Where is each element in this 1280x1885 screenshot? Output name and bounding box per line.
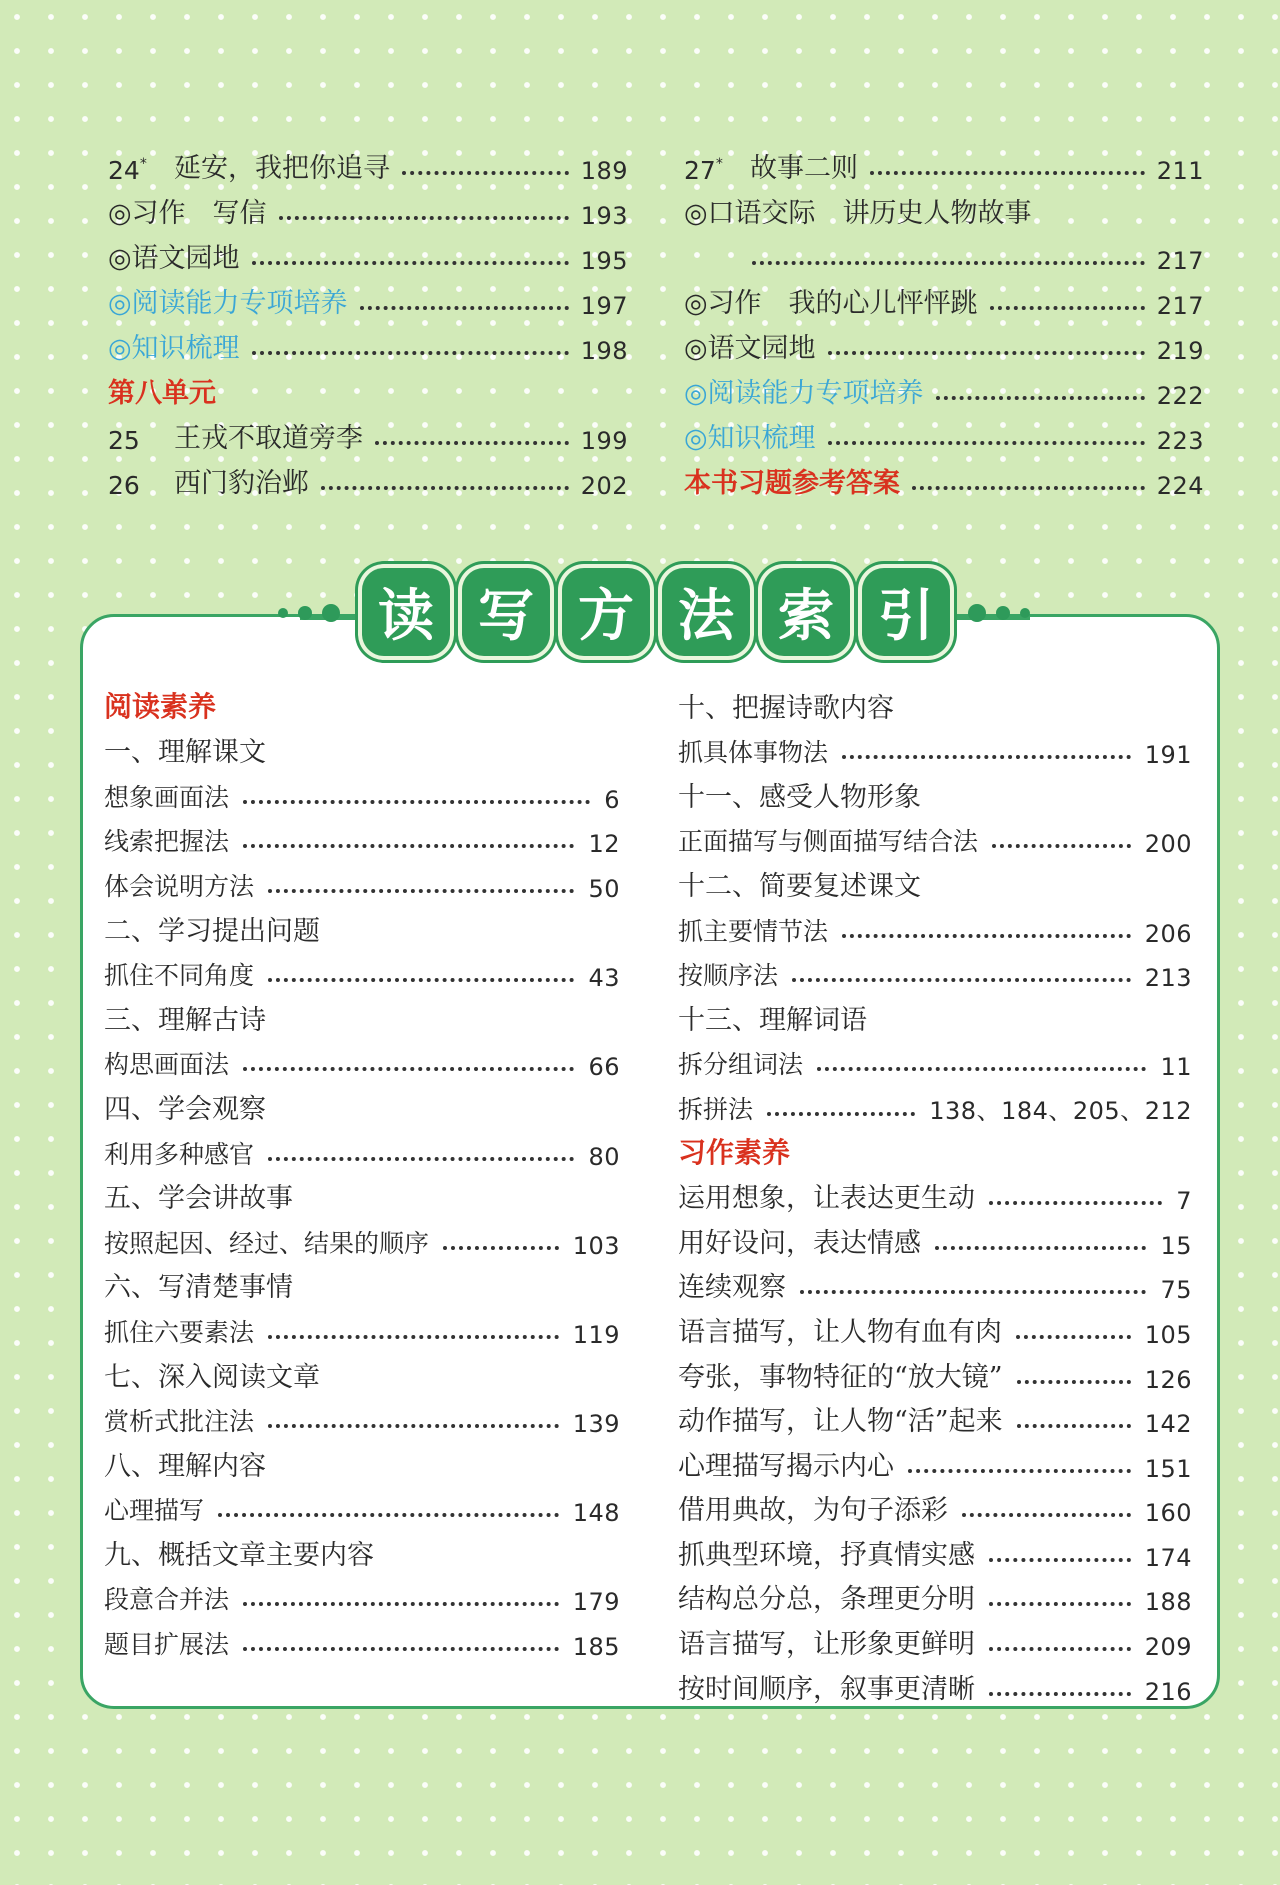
entry-title: 心理描写揭示内心: [678, 1450, 894, 1482]
toc-entry: [108, 185, 628, 230]
entry-title: 拆分组词法: [678, 1050, 804, 1080]
index-entry: [678, 1215, 1192, 1260]
topic-heading: [104, 1260, 620, 1305]
topic-heading: [104, 1438, 620, 1483]
entry-title: 动作描写，让人物“活”起来: [678, 1406, 1003, 1438]
topic-heading: [678, 769, 1192, 814]
entry-title: ◎阅读能力专项培养: [684, 378, 924, 409]
entry-title: 运用想象，让表达更生动: [678, 1183, 975, 1215]
entry-title: 七、深入阅读文章: [104, 1361, 320, 1393]
index-entry: [678, 1438, 1192, 1483]
page-number: 15: [1160, 1231, 1192, 1260]
dot-leader: [1017, 1424, 1131, 1428]
index-banner: [362, 568, 950, 656]
page-number: 185: [572, 1633, 620, 1662]
toc-entry: [108, 230, 628, 275]
dot-leader: [989, 1201, 1162, 1205]
lesson-number: 26: [108, 471, 140, 500]
banner-char: 引: [862, 568, 950, 656]
entry-title: 抓住不同角度: [104, 961, 255, 991]
entry-title: ◎习作 写信: [108, 198, 267, 229]
entry-title: ◎语文园地: [684, 333, 816, 364]
index-entry: [104, 1126, 620, 1171]
dot: [1020, 608, 1030, 618]
dot-leader: [935, 1246, 1146, 1250]
page-number: 142: [1144, 1410, 1192, 1439]
dot-leader: [243, 1602, 559, 1606]
index-entry: [104, 1616, 620, 1661]
lesson-number: 24*: [108, 156, 147, 185]
dot-leader: [279, 216, 569, 220]
entry-title: 连续观察: [678, 1272, 786, 1304]
page-number: 199: [580, 427, 628, 455]
page-number: 189: [580, 157, 628, 185]
page-number: 148: [572, 1499, 620, 1528]
topic-heading: [104, 1171, 620, 1216]
topic-heading: [678, 858, 1192, 903]
dot-leader: [842, 755, 1131, 759]
page-number: 105: [1144, 1320, 1192, 1349]
entry-title: 三、理解古诗: [104, 1004, 266, 1036]
entry-title: 五、学会讲故事: [104, 1183, 293, 1215]
page-number: 217: [1156, 247, 1204, 275]
section-heading: 习作素养: [678, 1135, 791, 1169]
dot-leader: [243, 1647, 559, 1651]
dot-leader: [989, 1647, 1131, 1651]
toc-entry: [684, 410, 1204, 455]
toc-entry: [684, 230, 1204, 275]
lesson-number: 25: [108, 426, 140, 455]
star-mark: *: [139, 156, 147, 172]
entry-title: ◎阅读能力专项培养: [108, 288, 348, 319]
page-number: 103: [572, 1231, 620, 1260]
topic-heading: [104, 725, 620, 770]
entry-title: 心理描写: [104, 1496, 205, 1526]
dot-leader: [870, 171, 1145, 175]
entry-title: 抓具体事物法: [678, 738, 829, 768]
toc-entry: [684, 140, 1204, 185]
dot-leader: [402, 171, 569, 175]
topic-heading: [678, 992, 1192, 1037]
page-number: 179: [572, 1588, 620, 1617]
page-number: 174: [1144, 1543, 1192, 1572]
banner-char: 索: [762, 568, 850, 656]
toc-entry: [108, 455, 628, 500]
toc-entry: [684, 185, 1204, 230]
entry-title: 构思画面法: [104, 1050, 230, 1080]
index-entry: [678, 1171, 1192, 1216]
entry-title: 十三、理解词语: [678, 1004, 867, 1036]
dot-leader: [1016, 1335, 1131, 1339]
entry-title: 利用多种感官: [104, 1139, 255, 1169]
page-number: 200: [1144, 830, 1192, 859]
entry-title: 语言描写，让人物有血有肉: [678, 1316, 1002, 1348]
entry-title: 赏析式批注法: [104, 1407, 255, 1437]
page-number: 197: [580, 292, 628, 320]
entry-title: 按时间顺序，叙事更清晰: [678, 1673, 975, 1705]
index-entry: [104, 769, 620, 814]
entry-title: 十二、简要复述课文: [678, 870, 921, 902]
index-left-column: [104, 680, 620, 1661]
dot: [968, 604, 986, 622]
index-entry: [678, 1260, 1192, 1305]
entry-title: 一、理解课文: [104, 737, 266, 769]
dot-leader: [842, 934, 1131, 938]
entry-title: 语言描写，让形象更鲜明: [678, 1629, 975, 1661]
index-entry: [678, 1037, 1192, 1082]
dot-leader: [767, 1112, 915, 1116]
dot-leader: [989, 1692, 1131, 1696]
page-number: 119: [572, 1320, 620, 1349]
entry-title: 六、写清楚事情: [104, 1272, 293, 1304]
entry-title: 夸张，事物特征的“放大镜”: [678, 1361, 1003, 1393]
lesson-number: 27*: [684, 156, 723, 185]
dot-leader: [218, 1513, 559, 1517]
dot-leader: [360, 306, 569, 310]
entry-title: 借用典故，为句子添彩: [678, 1495, 948, 1527]
index-entry: [104, 1215, 620, 1260]
page-number: 195: [580, 247, 628, 275]
index-entry: [104, 1572, 620, 1617]
banner-char: 法: [662, 568, 750, 656]
index-right-column: [678, 680, 1192, 1706]
page-number: 222: [1156, 382, 1204, 410]
entry-title: ◎知识梳理: [684, 423, 816, 454]
entry-title: 按顺序法: [678, 961, 779, 991]
toc-entry: [684, 365, 1204, 410]
index-entry: [678, 1394, 1192, 1439]
topic-heading: [104, 903, 620, 948]
dot-leader: [828, 351, 1145, 355]
topic-heading: [104, 1081, 620, 1126]
index-entry: [678, 1304, 1192, 1349]
page-number: 160: [1144, 1499, 1192, 1528]
entry-title: 想象画面法: [104, 782, 230, 812]
dot-leader: [989, 1558, 1131, 1562]
page-number: 126: [1144, 1365, 1192, 1394]
entry-title: ◎语文园地: [108, 243, 240, 274]
entry-title: 西门豹治邺: [174, 468, 309, 499]
dot-leader: [800, 1290, 1146, 1294]
dot: [322, 604, 340, 622]
dot-leader: [908, 1469, 1131, 1473]
entry-title: 拆拼法: [678, 1094, 754, 1124]
toc-entry: [108, 275, 628, 320]
entry-title: 题目扩展法: [104, 1630, 230, 1660]
page-number: 211: [1156, 157, 1204, 185]
index-entry: [104, 1394, 620, 1439]
page-number: 43: [588, 964, 620, 993]
page-number: 219: [1156, 337, 1204, 365]
dot-leader: [792, 978, 1131, 982]
page-number: 198: [580, 337, 628, 365]
dot-leader: [828, 441, 1145, 445]
entry-title: 抓典型环境，抒真情实感: [678, 1539, 975, 1571]
index-entry: [678, 948, 1192, 993]
index-entry: [678, 1081, 1192, 1126]
dot-leader: [243, 800, 590, 804]
page-number: 50: [588, 874, 620, 903]
page-number: 223: [1156, 427, 1204, 455]
entry-title: 本书习题参考答案: [684, 468, 900, 499]
index-entry: [104, 948, 620, 993]
page-number: 206: [1144, 919, 1192, 948]
entry-title: 二、学习提出问题: [104, 915, 320, 947]
entry-title: ◎知识梳理: [108, 333, 240, 364]
dot: [298, 606, 312, 620]
page-number: 217: [1156, 292, 1204, 320]
dot-leader: [243, 844, 574, 848]
index-entry: [104, 814, 620, 859]
toc-entry: [108, 140, 628, 185]
dot-leader: [752, 261, 1145, 265]
dot-leader: [817, 1067, 1146, 1071]
entry-title: 四、学会观察: [104, 1093, 266, 1125]
dot-leader: [252, 261, 569, 265]
page-number: 139: [572, 1410, 620, 1439]
page-number: 66: [588, 1053, 620, 1082]
topic-heading: [104, 1527, 620, 1572]
entry-title: ◎习作 我的心儿怦怦跳: [684, 288, 978, 319]
dot-leader: [936, 396, 1145, 400]
toc-entry: [684, 455, 1204, 500]
page-number: 80: [588, 1142, 620, 1171]
entry-title: 八、理解内容: [104, 1450, 266, 1482]
page-number: 7: [1176, 1187, 1192, 1216]
page-number: 224: [1156, 472, 1204, 500]
dot-leader: [990, 306, 1145, 310]
entry-title: 抓住六要素法: [104, 1317, 255, 1347]
entry-title: 用好设问，表达情感: [678, 1227, 921, 1259]
banner-char: 方: [562, 568, 650, 656]
dot: [996, 606, 1010, 620]
dot-leader: [992, 844, 1131, 848]
page-number: 12: [588, 830, 620, 859]
dot-leader: [1017, 1380, 1131, 1384]
banner-dots-left: [278, 604, 340, 622]
index-entry: [104, 1304, 620, 1349]
topic-heading: [678, 680, 1192, 725]
index-entry: [678, 1527, 1192, 1572]
page-number: 213: [1144, 964, 1192, 993]
dot-leader: [268, 978, 574, 982]
index-entry: [104, 1483, 620, 1528]
dot-leader: [268, 1157, 574, 1161]
entry-title: ◎口语交际 讲历史人物故事: [684, 198, 1032, 229]
entry-title: 正面描写与侧面描写结合法: [678, 827, 979, 857]
entry-title: 线索把握法: [104, 827, 230, 857]
dot-leader: [268, 889, 574, 893]
page-number: 209: [1144, 1633, 1192, 1662]
dot-leader: [268, 1335, 559, 1339]
index-entry: [678, 903, 1192, 948]
page-number: 202: [580, 472, 628, 500]
dot-leader: [912, 486, 1145, 490]
dot: [278, 608, 288, 618]
section-heading: 阅读素养: [104, 689, 217, 723]
toc-left-column: [108, 140, 628, 500]
toc-entry: [684, 275, 1204, 320]
unit-heading: 第八单元: [108, 378, 216, 409]
page-number: 75: [1160, 1276, 1192, 1305]
index-entry: [678, 725, 1192, 770]
entry-title: 段意合并法: [104, 1585, 230, 1615]
toc-entry: [108, 320, 628, 365]
index-entry: [678, 1572, 1192, 1617]
page-number: 216: [1144, 1677, 1192, 1706]
page-number: 138、184、205、212: [929, 1096, 1192, 1125]
dot-leader: [962, 1513, 1131, 1517]
dot-leader: [375, 441, 569, 445]
index-entry: [678, 1661, 1192, 1706]
star-mark: *: [715, 156, 723, 172]
page-number: 191: [1144, 741, 1192, 770]
dot-leader: [321, 486, 569, 490]
page-number: 6: [604, 785, 620, 814]
entry-title: 十、把握诗歌内容: [678, 692, 894, 724]
banner-char: 写: [462, 568, 550, 656]
entry-title: 王戎不取道旁李: [174, 423, 363, 454]
index-entry: [678, 1616, 1192, 1661]
page-number: 193: [580, 202, 628, 230]
index-entry: [678, 1483, 1192, 1528]
page-number: 11: [1160, 1053, 1192, 1082]
entry-title: 十一、感受人物形象: [678, 781, 921, 813]
entry-title: 抓主要情节法: [678, 916, 829, 946]
banner-dots-right: [968, 604, 1030, 622]
entry-title: 延安，我把你追寻: [174, 153, 390, 184]
dot-leader: [252, 351, 569, 355]
dot-leader: [243, 1067, 574, 1071]
toc-right-column: [684, 140, 1204, 500]
entry-title: 九、概括文章主要内容: [104, 1539, 374, 1571]
dot-leader: [989, 1602, 1131, 1606]
entry-title: 体会说明方法: [104, 871, 255, 901]
page-number: 151: [1144, 1454, 1192, 1483]
toc-entry: [684, 320, 1204, 365]
toc-entry: [108, 410, 628, 455]
index-entry: [104, 858, 620, 903]
page-number: 188: [1144, 1588, 1192, 1617]
entry-title: 故事二则: [750, 153, 858, 184]
index-entry: [104, 1037, 620, 1082]
index-entry: [678, 814, 1192, 859]
topic-heading: [104, 1349, 620, 1394]
dot-leader: [443, 1246, 559, 1250]
index-entry: [678, 1349, 1192, 1394]
entry-title: 按照起因、经过、结果的顺序: [104, 1228, 430, 1258]
dot-leader: [268, 1424, 559, 1428]
entry-title: 结构总分总，条理更分明: [678, 1584, 975, 1616]
topic-heading: [104, 992, 620, 1037]
banner-char: 读: [362, 568, 450, 656]
